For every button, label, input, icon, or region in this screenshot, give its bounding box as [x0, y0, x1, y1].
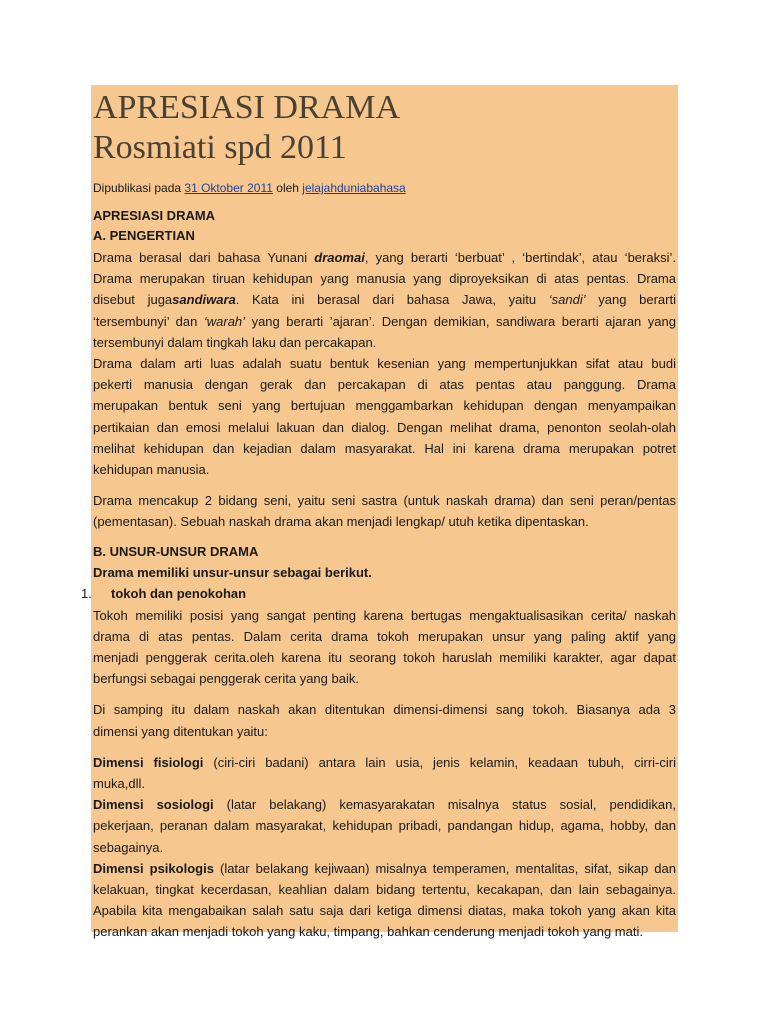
author-link[interactable]: jelajahduniabahasa: [302, 181, 406, 195]
text-line: muka,dll.: [93, 776, 146, 792]
text-line: Drama berasal dari bahasa Yunani draomai, yang berarti ‘berbuat’ , ‘bertindak’, atau ‘beraksi’.: [93, 250, 676, 265]
list-number: 1.: [81, 585, 92, 601]
list-label: tokoh dan penokohan: [111, 585, 247, 601]
text-line: Dimensi fisiologi (ciri-ciri badani) antara lain usia, jenis kelamin, keadaan tubuh, cirri-ciri: [93, 754, 676, 770]
paragraph-characters: [93, 605, 676, 690]
text-line: pertikaian dan emosi melalui lakuan dan dialog. Dengan melihat drama, penonton seolah-olah: [93, 419, 676, 435]
text-line: pekerjaan, peranan dalam masyarakat, kehidupan pribadi, pandangan hidup, agama, hobby, dan: [93, 818, 676, 834]
doc-subtitle: Rosmiati spd 2011: [93, 129, 347, 166]
text-line: ‘tersembunyi’ dan ‘warah’ yang berarti ’ajaran’. Dengan demikian, sandiwara berarti ajaran yang: [93, 313, 676, 329]
section-b-intro: Drama memiliki unsur-unsur sebagai berikut.: [93, 564, 372, 580]
paragraph-dim-socio: [93, 794, 676, 858]
text-line: Drama merupakan tiruan kehidupan yang manusia yang diproyeksikan di atas pentas. Drama: [93, 271, 676, 287]
text-line: menjadi penggerak cerita.oleh karena itu seorang tokoh haruslah memiliki karakter, agar dapat: [93, 650, 676, 666]
paragraph-dimensions: [93, 699, 676, 741]
text-line: Di samping itu dalam naskah akan ditentukan dimensi-dimensi sang tokoh. Biasanya ada 3: [93, 702, 676, 718]
text-line: merupakan bentuk seni yang bertujuan menggambarkan kehidupan dengan menyampaikan: [93, 398, 676, 414]
text-line: dimensi yang ditentukan yaitu:: [93, 723, 268, 739]
list-item-1: [81, 584, 676, 604]
text-line: berfungsi sebagai penggerak cerita yang baik.: [93, 671, 359, 687]
paragraph-broad-meaning: [93, 353, 676, 480]
paragraph-definition: [93, 247, 676, 353]
publish-meta: [93, 180, 676, 196]
text-line: melihat kehidupan dan kejadian dalam masyarakat. Hal ini karena drama merupakan potret: [93, 440, 676, 456]
text-line: kehidupan manusia.: [93, 462, 210, 478]
text-line: Dimensi psikologis (latar belakang kejiwaan) misalnya temperamen, mentalitas, sifat, sikap dan: [93, 860, 676, 876]
text-line: (pementasan). Sebuah naskah drama akan menjadi lengkap/ utuh ketika dipentaskan.: [93, 514, 589, 530]
meta-by: oleh: [276, 181, 299, 195]
document-page: [81, 85, 678, 940]
text-line: pekerti manusia dengan gerak dan percakapan di atas pentas atau panggung. Drama: [93, 377, 676, 393]
text-line: Apabila kita mengabaikan salah satu saja dari ketiga dimensi diatas, maka tokoh yang akan kita: [93, 903, 676, 919]
text-line: drama di atas pentas. Dalam cerita drama tokoh merupakan unsur yang paling aktif yang: [93, 628, 676, 644]
section-b-heading: B. UNSUR-UNSUR DRAMA: [93, 543, 259, 559]
text-line: Tokoh memiliki posisi yang sangat penting karena bertugas mengaktualisasikan cerita/ naskah: [93, 607, 676, 623]
text-line: Drama dalam arti luas adalah suatu bentuk kesenian yang mempertunjukkan sifat atau budi: [93, 356, 676, 372]
text-line: tersembunyi dalam tingkah laku dan percakapan.: [93, 334, 377, 350]
meta-prefix: Dipublikasi pada: [93, 181, 182, 195]
section-heading: APRESIASI DRAMA: [93, 208, 216, 223]
section-a-heading: A. PENGERTIAN: [93, 228, 195, 243]
text-line: sebagainya.: [93, 839, 164, 855]
paragraph-dim-psycho: [93, 858, 676, 943]
text-line: disebut jugasandiwara. Kata ini berasal dari bahasa Jawa, yaitu ‘sandi’ yang berarti: [93, 292, 676, 308]
paragraph-scope: [93, 490, 676, 532]
text-line: perankan akan menjadi tokoh yang kaku, timpang, bahkan cenderung menjadi tokoh yang mati.: [93, 924, 643, 940]
paragraph-dim-physio: [93, 752, 676, 794]
date-link[interactable]: 31 Oktober 2011: [184, 181, 273, 195]
text-line: Drama mencakup 2 bidang seni, yaitu seni sastra (untuk naskah drama) dan seni peran/pentas: [93, 493, 676, 509]
doc-title: APRESIASI DRAMA: [93, 89, 400, 126]
text-line: Dimensi sosiologi (latar belakang) kemasyarakatan misalnya status sosial, pendidikan,: [93, 797, 676, 813]
text-line: kelakuan, tingkat kecerdasan, keahlian dalam bidang tertentu, kecakapan, dan lain sebagainya.: [93, 882, 676, 898]
